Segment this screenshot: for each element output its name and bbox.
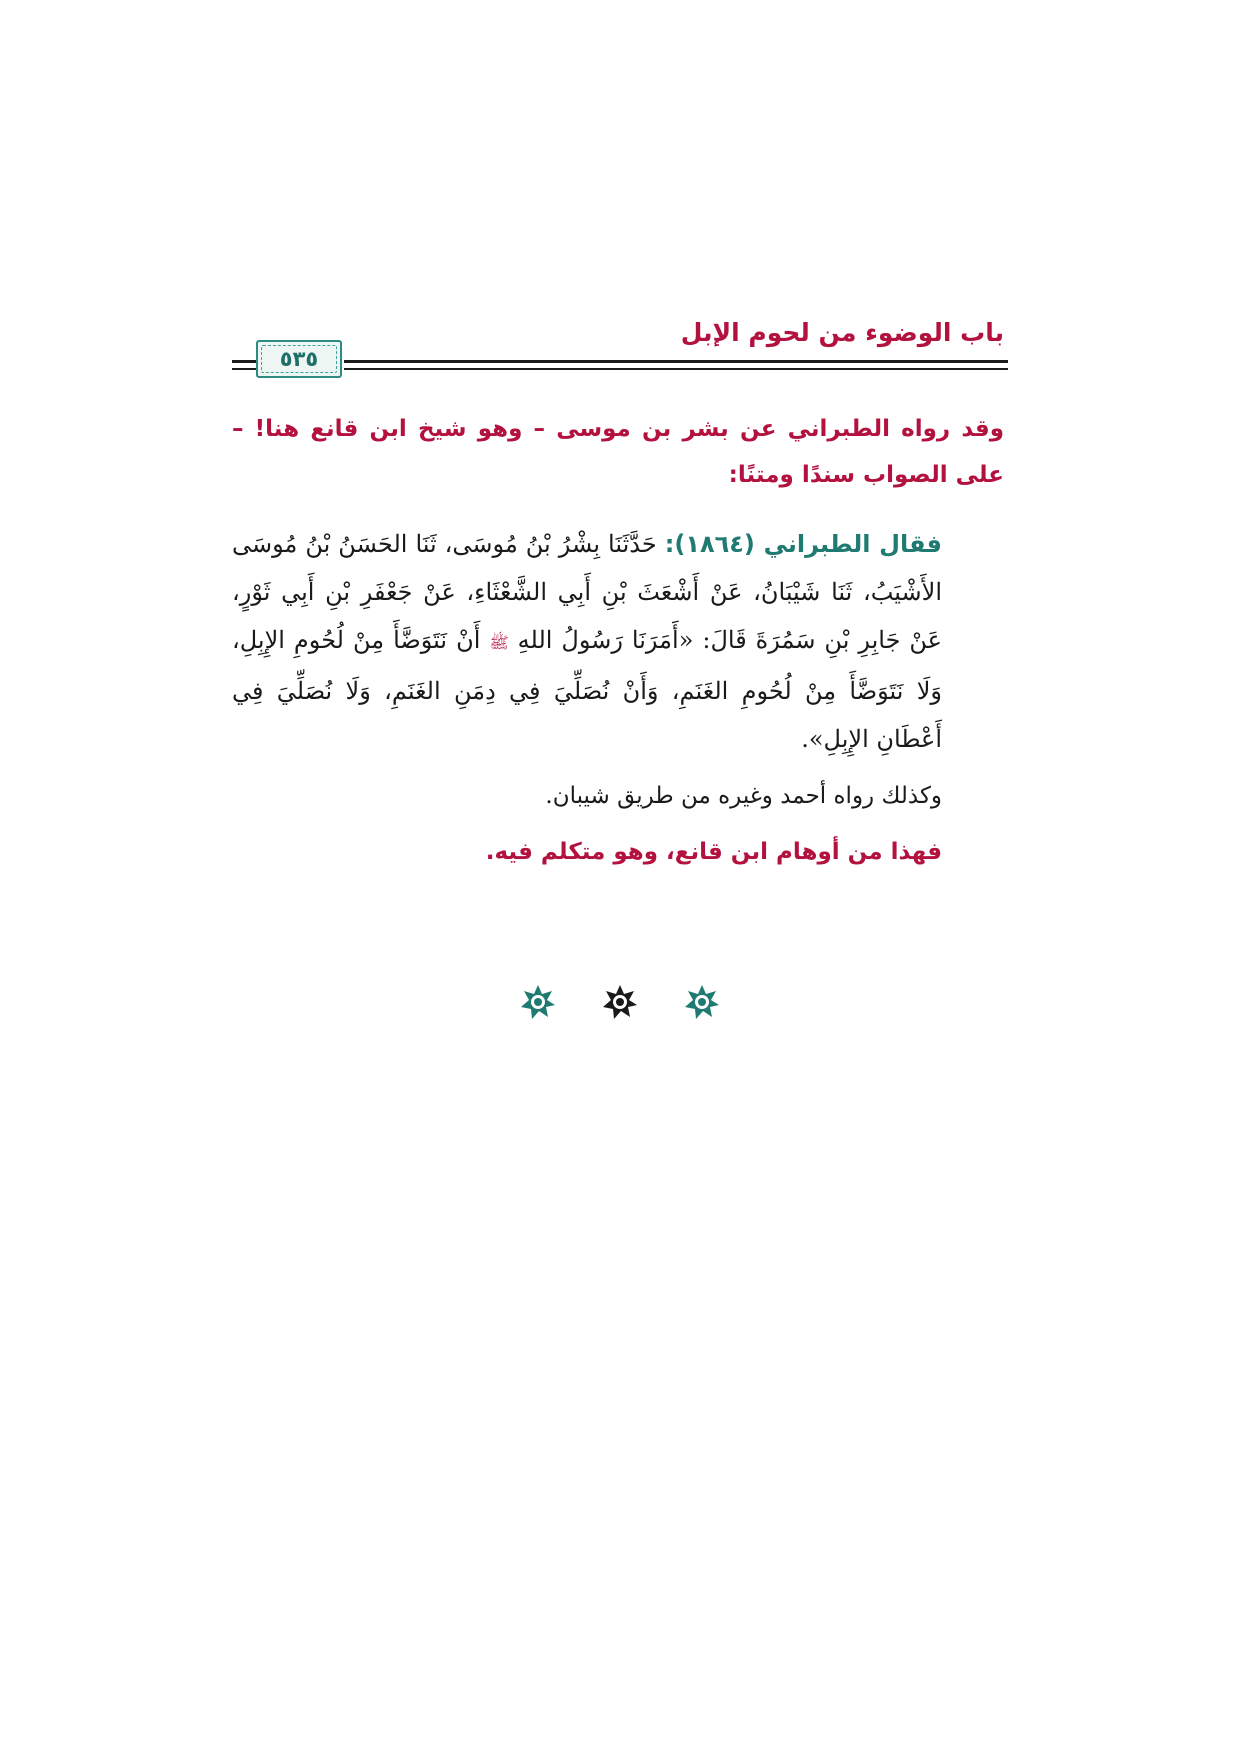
hadith-source-label: فقال الطبراني (١٨٦٤): — [664, 530, 943, 558]
header-rule-top-right — [344, 360, 1008, 363]
hadith-text-part1: حَدَّثَنَا بِشْرُ بْنُ مُوسَى، ثَنَا الحَسَنُ بْنُ مُوسَى الأَشْيَبُ، ثَنَا شَيْبَانُ، عَنْ أَشْعَثَ بْنِ أَبِي الشَّعْثَاءِ، عَنْ جَعْفَرِ بْنِ أَبِي ثَوْرٍ، عَنْ جَابِرِ بْنِ سَمُرَةَ قَالَ: «أَمَرَنَا رَسُولُ اللهِ — [232, 530, 942, 654]
hadith-paragraph — [232, 520, 1004, 763]
star-flower-icon — [602, 984, 638, 1020]
note-paragraph: وكذلك رواه أحمد وغيره من طريق شيبان. — [545, 783, 942, 809]
page-number-badge — [256, 340, 342, 378]
header-rule-bottom — [232, 368, 258, 370]
star-flower-icon — [684, 984, 720, 1020]
star-flower-icon — [520, 984, 556, 1020]
salutation-glyph: ﷺ — [489, 633, 509, 652]
chapter-title: باب الوضوء من لحوم الإبل — [680, 318, 1004, 347]
header-rule-top — [232, 360, 258, 363]
section-end-ornaments — [520, 982, 720, 1022]
page-number: ٥٣٥ — [279, 347, 319, 371]
header-rule-bottom-right — [344, 368, 1008, 370]
page-content — [232, 406, 1004, 875]
lead-paragraph: وقد رواه الطبراني عن بشر بن موسى – وهو شيخ ابن قانع هنا! – على الصواب سندًا ومتنًا: — [232, 416, 1004, 488]
hadith-text-part2: أَنْ نَتَوَضَّأَ مِنْ لُحُومِ الإِبِلِ، وَلَا نَتَوَضَّأَ مِنْ لُحُومِ الغَنَمِ، وَأَنْ نُصَلِّيَ فِي دِمَنِ الغَنَمِ، وَلَا نُصَلِّيَ فِي أَعْطَانِ الإِبِلِ». — [232, 626, 942, 753]
page-header — [232, 318, 1008, 382]
conclusion-paragraph: فهذا من أوهام ابن قانع، وهو متكلم فيه. — [485, 839, 942, 865]
